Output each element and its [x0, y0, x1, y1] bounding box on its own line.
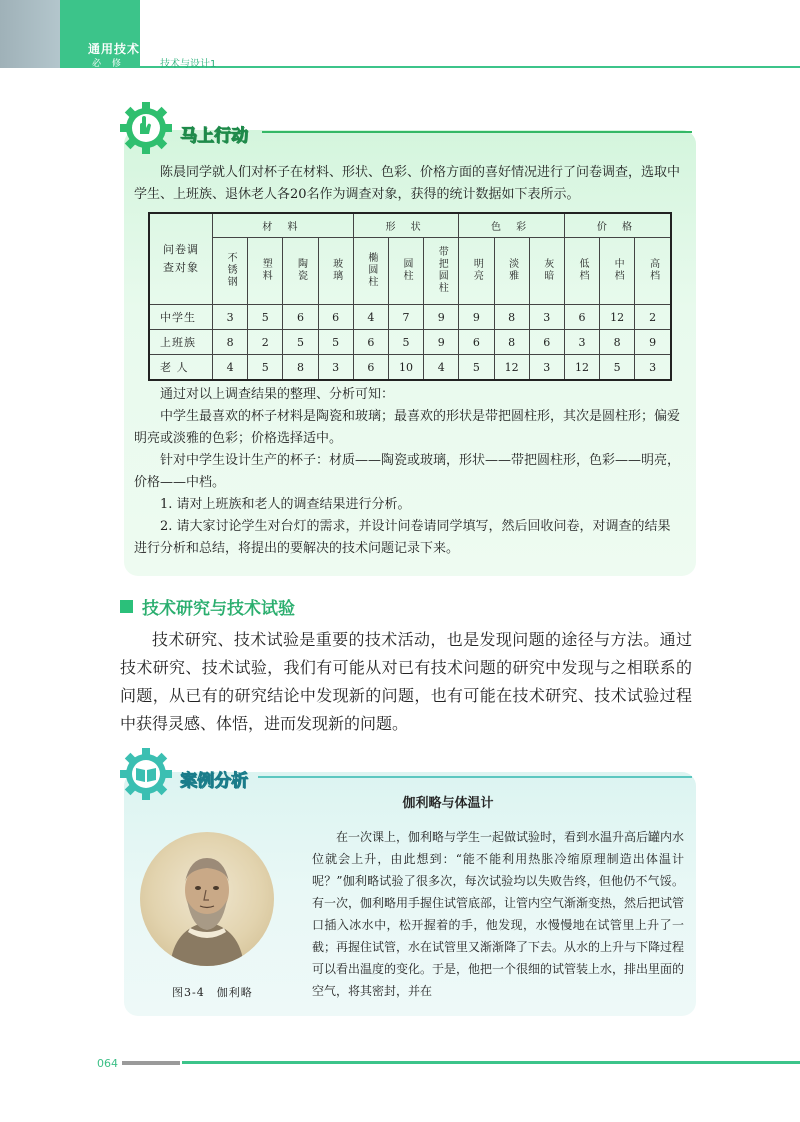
table-cell: 3 [529, 355, 564, 381]
footer-gray-bar [122, 1061, 180, 1065]
sub-header-label: 椭圆柱 [365, 251, 377, 288]
section-title: 技术研究与技术试验 [142, 599, 295, 619]
table-cell: 8 [494, 330, 529, 355]
sub-header-label: 陶瓷 [295, 257, 307, 282]
sub-header-label: 淡雅 [506, 257, 518, 282]
case-title: 伽利略与体温计 [402, 796, 494, 811]
sub-header [318, 238, 353, 305]
activity-title: 马上行动 [180, 126, 248, 146]
table-cell: 5 [283, 330, 318, 355]
group-header: 色 彩 [459, 213, 565, 238]
table-cell: 4 [353, 305, 388, 330]
table-cell: 10 [388, 355, 423, 381]
analysis-result: 中学生最喜欢的杯子材料是陶瓷和玻璃；最喜欢的形状是带把圆柱形，其次是圆柱形；偏爱明亮或淡雅的色彩；价格选择适中。 [134, 409, 681, 446]
sub-header-label: 带把圆柱 [436, 245, 448, 294]
table-cell: 9 [424, 330, 459, 355]
case-text: 在一次课上，伽利略与学生一起做试验时，看到水温升高后罐内水位就会上升，由此想到：“能不能利用热胀冷缩原理制造出体温计呢？”伽利略试验了很多次，每次试验均以失败告终，但他仍不气馁。有一次，伽利略用手握住试管底部，让管内空气渐渐变热，然后把试管口插入冰水中，松开握着的手，他发现，水慢慢地在试管里上升了一截；再握住试管，水在试管里又渐渐降了下去。从水的上升与下降过程可以看出温度的变化。于是，他把一个很细的试管装上水，排出里面的空气，将其密封，并在 [312, 830, 685, 998]
table-cell: 6 [529, 330, 564, 355]
case-label: 案例分析 [180, 771, 248, 791]
analysis-design: 针对中学生设计生产的杯子：材质——陶瓷或玻璃，形状——带把圆柱形，色彩——明亮，价格——中档。 [134, 453, 681, 490]
table-cell: 3 [564, 330, 599, 355]
sub-header [459, 238, 494, 305]
table-cell: 3 [635, 355, 671, 381]
sub-header-label: 塑料 [260, 257, 272, 282]
sub-header-label: 灰暗 [541, 257, 553, 282]
table-cell: 6 [459, 330, 494, 355]
table-cell: 5 [248, 305, 283, 330]
table-cell: 4 [424, 355, 459, 381]
table-cell: 3 [213, 305, 248, 330]
sub-header-label: 不锈钢 [225, 251, 237, 288]
gear-hand-icon [116, 98, 176, 158]
table-cell: 5 [248, 355, 283, 381]
sub-header [424, 238, 459, 305]
page-number: 064 [97, 1057, 118, 1070]
portrait-drawing [140, 832, 274, 966]
row-label: 上班族 [149, 330, 213, 355]
sub-header [353, 238, 388, 305]
table-cell: 2 [248, 330, 283, 355]
sub-header [564, 238, 599, 305]
section-body: 技术研究、技术试验是重要的技术活动，也是发现问题的途径与方法。通过技术研究、技术试验，我们有可能从对已有技术问题的研究中发现与之相联系的问题，从已有的研究结论中发现新的问题，也有可能在技术研究、技术试验过程中获得灵感、体悟，进而发现新的问题。 [120, 630, 692, 733]
galileo-portrait [140, 832, 274, 966]
table-cell: 12 [564, 355, 599, 381]
sub-header-label: 圆柱 [401, 257, 413, 282]
table-cell: 8 [600, 330, 635, 355]
table-cell: 9 [459, 305, 494, 330]
sub-header-label: 明亮 [471, 257, 483, 282]
gear-book-icon [116, 744, 176, 804]
header-rule [140, 66, 800, 68]
book-title: 通用技术 [88, 42, 141, 56]
table-cell: 8 [213, 330, 248, 355]
table-corner-header: 问卷调 查对象 [149, 213, 213, 305]
sub-header [635, 238, 671, 305]
table-cell: 6 [353, 355, 388, 381]
table-cell: 12 [494, 355, 529, 381]
sub-header-label: 高档 [647, 257, 659, 282]
sub-header [388, 238, 423, 305]
table-cell: 8 [494, 305, 529, 330]
activity-intro: 陈晨同学就人们对杯子在材料、形状、色彩、价格方面的喜好情况进行了问卷调查，选取中学生、上班族、退休老人各20名作为调查对象，获得的统计数据如下表所示。 [134, 165, 681, 202]
table-cell: 7 [388, 305, 423, 330]
book-subtitle: 必 修 [92, 59, 125, 69]
sub-header [600, 238, 635, 305]
group-header: 价 格 [564, 213, 671, 238]
table-row [149, 305, 671, 330]
sub-header [213, 238, 248, 305]
table-row [149, 330, 671, 355]
table-cell: 12 [600, 305, 635, 330]
table-cell: 8 [283, 355, 318, 381]
course-title: 技术与设计1 [160, 59, 217, 70]
sub-header [283, 238, 318, 305]
table-cell: 3 [318, 355, 353, 381]
analysis-intro: 通过对以上调查结果的整理、分析可知： [160, 387, 395, 402]
table-cell: 6 [318, 305, 353, 330]
table-cell: 2 [635, 305, 671, 330]
question-1: 1. 请对上班族和老人的调查结果进行分析。 [160, 497, 411, 512]
figure-caption: 图3-4 伽利略 [172, 986, 253, 999]
group-header: 形 状 [353, 213, 459, 238]
sub-header-label: 玻璃 [330, 257, 342, 282]
table-cell: 6 [564, 305, 599, 330]
table-cell: 5 [318, 330, 353, 355]
sub-header [529, 238, 564, 305]
table-cell: 4 [213, 355, 248, 381]
table-cell: 9 [635, 330, 671, 355]
sub-header [248, 238, 283, 305]
survey-table [148, 212, 672, 381]
case-title-rule [258, 776, 692, 778]
row-label: 老 人 [149, 355, 213, 381]
table-cell: 6 [353, 330, 388, 355]
question-2: 2. 请大家讨论学生对台灯的需求，并设计问卷请同学填写，然后回收问卷，对调查的结果进行分析和总结，将提出的要解决的技术问题记录下来。 [134, 519, 671, 556]
section-marker [120, 600, 133, 613]
sub-header-label: 低档 [576, 257, 588, 282]
sub-header-label: 中档 [612, 257, 624, 282]
table-cell: 5 [388, 330, 423, 355]
row-label: 中学生 [149, 305, 213, 330]
footer-green-rule [182, 1061, 800, 1064]
table-cell: 3 [529, 305, 564, 330]
table-row [149, 355, 671, 381]
table-cell: 5 [600, 355, 635, 381]
table-cell: 5 [459, 355, 494, 381]
table-cell: 9 [424, 305, 459, 330]
activity-title-rule [262, 131, 692, 133]
group-header: 材 料 [213, 213, 354, 238]
table-cell: 6 [283, 305, 318, 330]
sub-header [494, 238, 529, 305]
